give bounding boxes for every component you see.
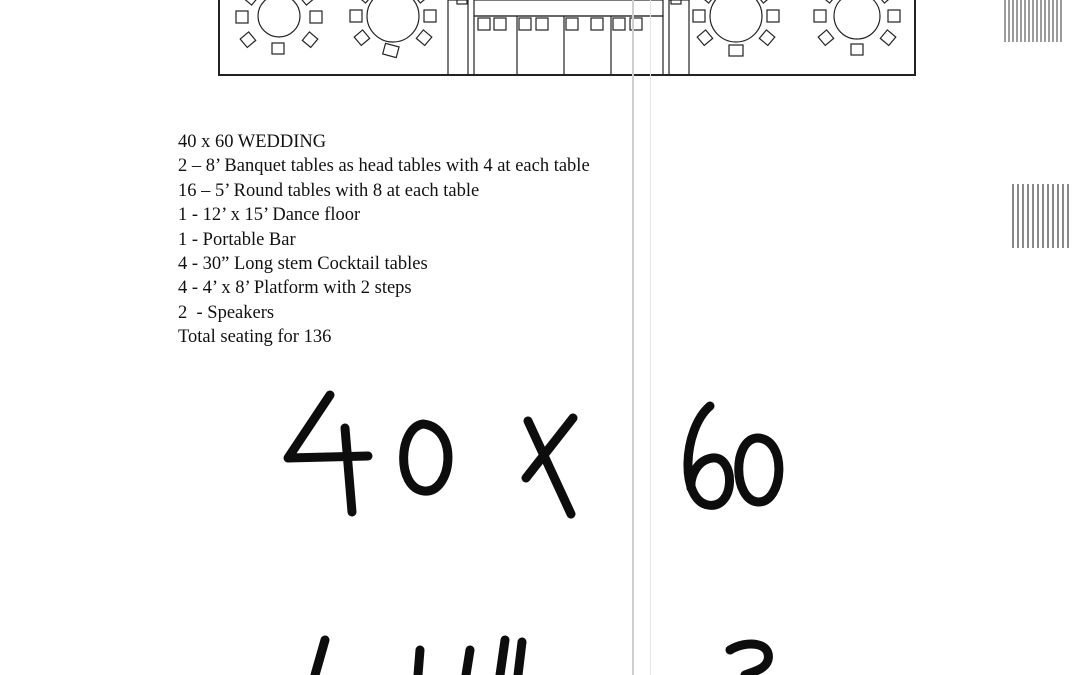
handwritten-40x60 <box>288 395 779 514</box>
notes-item: 1 - 12’ x 15’ Dance floor <box>178 205 361 226</box>
notes-item: 16 – 5’ Round tables with 8 at each table <box>178 180 480 201</box>
notes-title: 40 x 60 WEDDING <box>178 132 327 152</box>
notes-item: 4 - 30” Long stem Cocktail tables <box>178 254 428 275</box>
notes-item: 4 - 4’ x 8’ Platform with 2 steps <box>178 278 412 299</box>
notes-item: 1 - Portable Bar <box>178 229 296 250</box>
handwritten-second-line-partial <box>315 640 768 675</box>
notes-item: Total seating for 136 <box>178 327 332 348</box>
notes-item: 2 - Speakers <box>178 302 275 323</box>
notes-item: 2 – 8’ Banquet tables as head tables with 4 at each table <box>178 156 590 177</box>
